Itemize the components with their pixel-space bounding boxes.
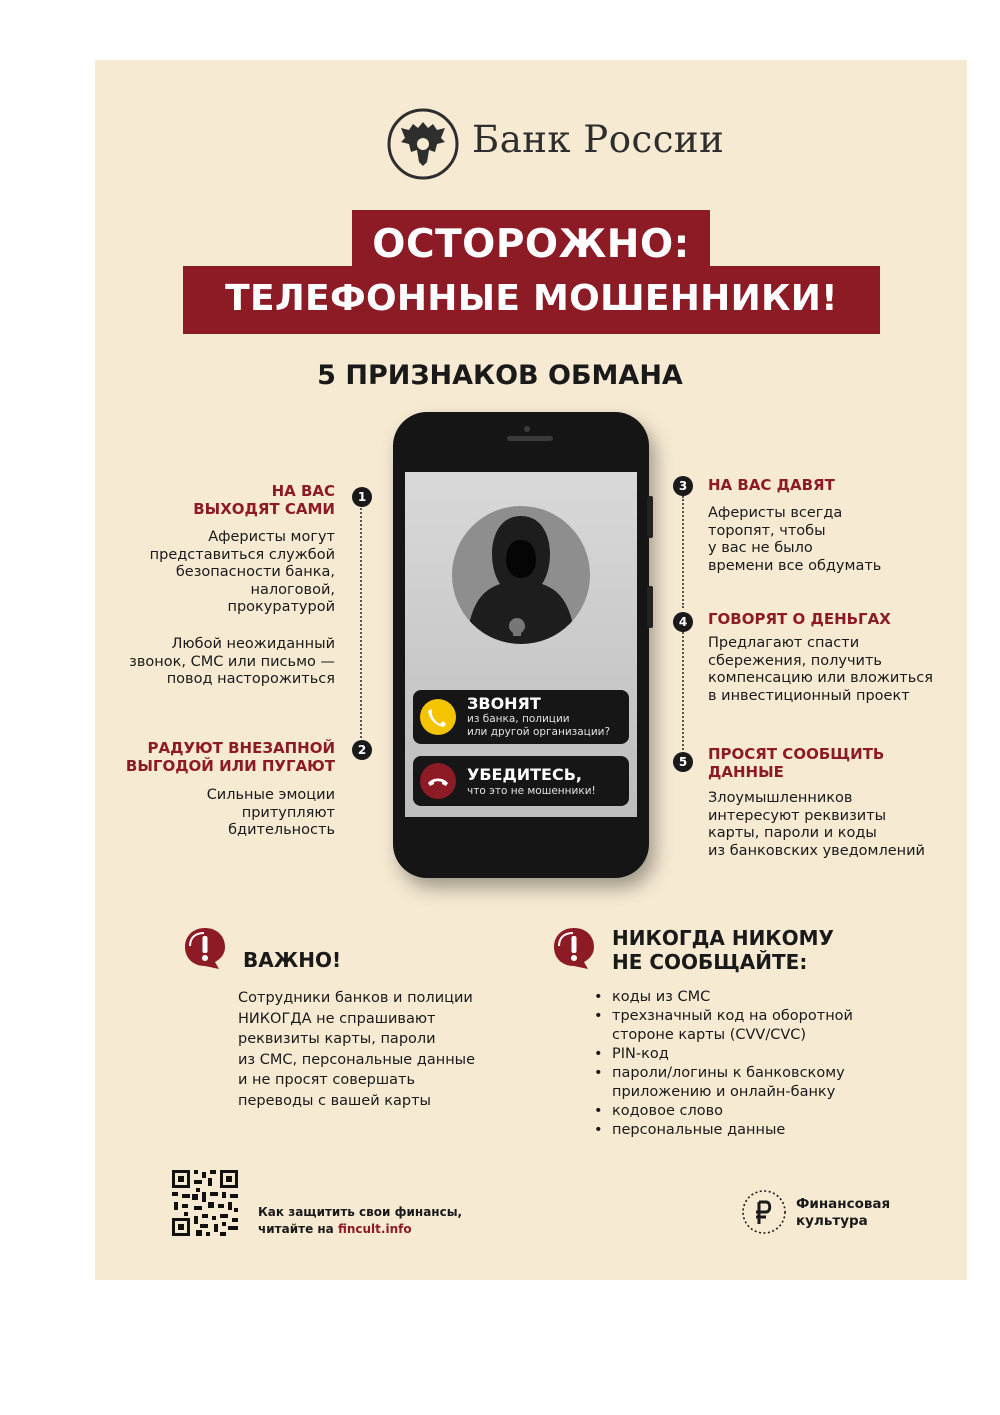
sign-1-title-line2: ВЫХОДЯТ САМИ	[193, 500, 335, 518]
call-subtitle-1: из банка, полиции	[467, 713, 570, 725]
sign-4-text-line: сбережения, получить	[708, 652, 882, 669]
exclamation-bubble-icon	[552, 926, 596, 970]
double-headed-eagle-icon	[387, 108, 459, 180]
important-line: Сотрудники банков и полиции	[238, 990, 473, 1006]
phone-side-button	[647, 586, 653, 628]
call-subtitle-2: или другой организации?	[467, 726, 611, 738]
sign-1-text	[150, 529, 335, 617]
qr-code-icon[interactable]	[170, 1168, 240, 1238]
sign-5-title-line2: ДАННЫЕ	[708, 763, 784, 781]
sign-number-3: 3	[673, 476, 693, 496]
financial-culture-brand	[796, 1196, 890, 1230]
sign-4-text-line: в инвестиционный проект	[708, 687, 910, 704]
never-tell-title-line2: НЕ СООБЩАЙТЕ:	[612, 950, 808, 974]
sign-2-text	[207, 787, 335, 840]
sign-5-text	[708, 790, 925, 860]
list-item-line: • пароли/логины к банковскому	[612, 1065, 845, 1081]
sign-3-text-line: Аферисты всегда	[708, 505, 843, 521]
sign-1-text-line: Аферисты могут	[208, 529, 335, 545]
sign-number-4: 4	[673, 612, 693, 632]
sign-3-text-line: торопят, чтобы	[708, 522, 826, 539]
incoming-call-notice	[413, 690, 629, 744]
phone-side-button	[647, 496, 653, 538]
connector-line	[682, 632, 684, 750]
fincult-link[interactable]: fincult.info	[337, 1222, 412, 1236]
list-item	[594, 1007, 853, 1045]
sign-5-title-line1: ПРОСЯТ СООБЩИТЬ	[708, 745, 885, 763]
sign-1-text2-line: Любой неожиданный	[171, 636, 335, 652]
list-item	[594, 988, 853, 1007]
sign-5-text-line: Злоумышленников	[708, 790, 853, 806]
list-item-line: • трехзначный код на оборотной	[612, 1008, 853, 1024]
sign-2-title	[126, 739, 335, 775]
subtitle: 5 ПРИЗНАКОВ ОБМАНА	[317, 360, 683, 391]
sign-4-title: ГОВОРЯТ О ДЕНЬГАХ	[708, 610, 891, 628]
sign-5-text-line: карты, пароли и коды	[708, 825, 877, 841]
sign-1-text-line: налоговой,	[250, 581, 335, 598]
sign-2-title-line1: РАДУЮТ ВНЕЗАПНОЙ	[147, 739, 335, 757]
sign-3-text-line: времени все обдумать	[708, 557, 882, 574]
phone-camera	[524, 426, 530, 432]
sign-5-text-line: из банковских уведомлений	[708, 842, 925, 859]
sign-number-5: 5	[673, 752, 693, 772]
list-item	[594, 1045, 853, 1064]
phone-speaker	[507, 436, 553, 441]
important-line: из СМС, персональные данные	[238, 1051, 476, 1068]
list-item	[594, 1064, 853, 1102]
connector-line	[360, 508, 362, 738]
sign-2-title-line2: ВЫГОДОЙ ИЛИ ПУГАЮТ	[125, 757, 335, 775]
verify-title: УБЕДИТЕСЬ,	[467, 765, 582, 784]
phone-answer-icon	[420, 699, 456, 735]
important-text	[238, 988, 475, 1111]
sign-1-text2-line: повод насторожиться	[166, 671, 335, 687]
sign-5-title	[708, 745, 884, 781]
sign-1-text-2	[129, 636, 335, 689]
sign-1-text2-line: звонок, СМС или письмо —	[129, 653, 335, 670]
sign-2-text-line: бдительность	[228, 822, 335, 838]
sign-3-text	[708, 505, 881, 575]
never-tell-title-line1: НИКОГДА НИКОМУ	[612, 926, 834, 950]
footer-line1: Как защитить свои финансы,	[258, 1205, 463, 1219]
sign-1-text-line: прокуратурой	[227, 599, 335, 615]
org-name: Банк России	[472, 118, 725, 161]
list-item-line: • кодовое слово	[612, 1103, 724, 1119]
list-item-line: • персональные данные	[612, 1122, 786, 1138]
footer-line2	[258, 1221, 462, 1238]
title-line1: ОСТОРОЖНО:	[372, 222, 690, 267]
connector-line	[682, 496, 684, 608]
list-item-line: • PIN-код	[612, 1046, 669, 1062]
important-line: и не просят совершать	[238, 1072, 416, 1088]
sign-1-title-line1: НА ВАС	[271, 482, 335, 500]
hooded-hacker-icon	[452, 506, 590, 644]
title-line2: ТЕЛЕФОННЫЕ МОШЕННИКИ!	[225, 278, 838, 319]
sign-number-1: 1	[352, 487, 372, 507]
brand-line2: культура	[796, 1213, 868, 1229]
exclamation-bubble-icon	[183, 926, 227, 970]
call-title: ЗВОНЯТ	[467, 694, 541, 713]
list-item-line: • коды из СМС	[612, 989, 711, 1005]
list-item	[594, 1102, 853, 1121]
important-title: ВАЖНО!	[243, 948, 342, 972]
sign-1-text-line: представиться службой	[149, 546, 335, 563]
sign-2-text-line: Сильные эмоции	[206, 787, 335, 803]
brand-line1: Финансовая	[796, 1196, 891, 1212]
important-line: реквизиты карты, пароли	[238, 1031, 436, 1047]
sign-number-2: 2	[352, 740, 372, 760]
list-item-line: стороне карты (CVV/CVC)	[612, 1027, 807, 1043]
financial-culture-logo-icon	[740, 1188, 788, 1236]
sign-3-title: НА ВАС ДАВЯТ	[708, 476, 835, 494]
never-tell-list	[594, 988, 853, 1140]
footer-text	[258, 1204, 462, 1238]
never-tell-title	[612, 926, 834, 974]
sign-4-text	[708, 635, 933, 705]
list-item	[594, 1121, 853, 1140]
sign-1-text-line: безопасности банка,	[175, 564, 335, 580]
verify-notice	[413, 756, 629, 806]
footer-line2-prefix: читайте на	[258, 1222, 338, 1236]
sign-1-title	[193, 482, 335, 518]
sign-3-text-line: у вас не было	[708, 540, 813, 556]
list-item-line: приложению и онлайн-банку	[612, 1084, 836, 1100]
important-line: НИКОГДА не спрашивают	[238, 1010, 436, 1027]
sign-4-text-line: компенсацию или вложиться	[708, 670, 933, 686]
sign-5-text-line: интересуют реквизиты	[708, 807, 887, 824]
sign-2-text-line: притупляют	[241, 804, 335, 821]
verify-subtitle: что это не мошенники!	[467, 785, 596, 797]
phone-hangup-icon	[420, 763, 456, 799]
sign-4-text-line: Предлагают спасти	[708, 635, 860, 651]
important-line: переводы с вашей карты	[238, 1092, 432, 1109]
